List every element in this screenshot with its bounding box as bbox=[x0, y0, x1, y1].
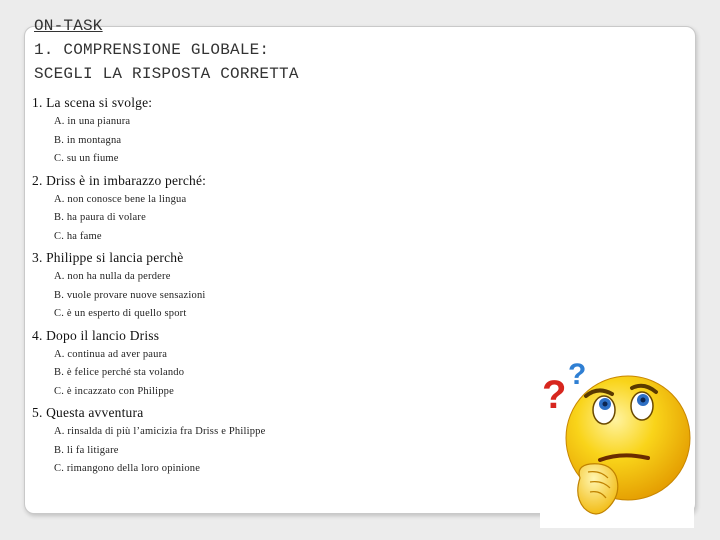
option: C. ha fame bbox=[54, 230, 102, 242]
option: C. è incazzato con Philippe bbox=[54, 385, 174, 397]
title-line-3: SCEGLI LA RISPOSTA CORRETTA bbox=[34, 65, 299, 83]
option: A. in una pianura bbox=[54, 116, 131, 127]
question-mark-red: ? bbox=[542, 373, 567, 417]
question-text: 2. Driss è in imbarazzo perché: bbox=[32, 172, 207, 188]
title-line-1: ON-TASK bbox=[34, 17, 103, 35]
option: B. ha paura di volare bbox=[54, 212, 146, 223]
question-4 bbox=[32, 326, 512, 402]
question-text: 4. Dopo il lancio Driss bbox=[32, 327, 160, 343]
option: B. li fa litigare bbox=[54, 444, 119, 456]
question-5 bbox=[32, 403, 512, 479]
thinking-emoji-icon bbox=[540, 348, 694, 528]
option: B. vuole provare nuove sensazioni bbox=[54, 289, 206, 301]
title-line-2: 1. COMPRENSIONE GLOBALE: bbox=[34, 41, 270, 59]
option-list bbox=[54, 423, 512, 479]
option: A. non conosce bene la lingua bbox=[54, 193, 187, 205]
page-title bbox=[34, 14, 299, 86]
question-text: 1. La scena si svolge: bbox=[32, 95, 153, 110]
question-3 bbox=[32, 248, 512, 324]
option: C. su un fiume bbox=[54, 153, 119, 164]
option-list bbox=[54, 191, 512, 247]
option: A. rinsalda di più l’amicizia fra Driss e Philippe bbox=[54, 426, 266, 437]
option-list bbox=[54, 113, 512, 169]
question-list bbox=[32, 93, 512, 479]
question-1 bbox=[32, 93, 512, 169]
hand bbox=[578, 464, 618, 514]
thinking-emoji-illustration bbox=[540, 348, 694, 528]
option: B. in montagna bbox=[54, 134, 122, 146]
option: B. è felice perché sta volando bbox=[54, 367, 185, 378]
question-2 bbox=[32, 171, 512, 247]
option-list bbox=[54, 268, 512, 324]
question-mark-blue: ? bbox=[568, 358, 587, 391]
option: A. continua ad aver paura bbox=[54, 348, 168, 360]
question-text: 3. Philippe si lancia perchè bbox=[32, 250, 184, 265]
option: C. è un esperto di quello sport bbox=[54, 308, 187, 319]
option: C. rimangono della loro opinione bbox=[54, 463, 201, 474]
question-text: 5. Questa avventura bbox=[32, 405, 144, 420]
option-list bbox=[54, 346, 512, 402]
option: A. non ha nulla da perdere bbox=[54, 271, 171, 282]
